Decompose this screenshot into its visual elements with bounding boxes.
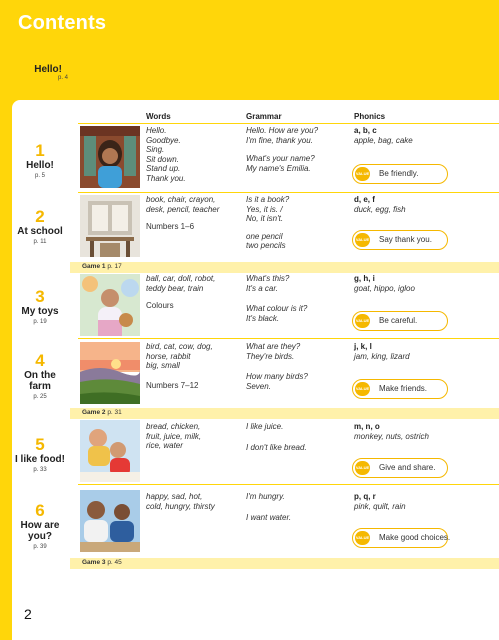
unit-5-words	[146, 422, 201, 451]
unit-page: p. 5	[34, 173, 45, 179]
header-grammar: Grammar	[246, 112, 282, 121]
word-item: rice, water	[146, 441, 183, 451]
intro-name: Hello!	[34, 64, 62, 75]
unit-name: farm	[29, 381, 51, 392]
unit-2-title[interactable]	[12, 208, 68, 245]
unit-6-phonics-letters: p, q, r	[354, 492, 376, 501]
unit-5-phonics-words: monkey, nuts, ostrich	[354, 432, 429, 441]
value-text: Give and share.	[379, 463, 436, 472]
grammar-item: I'm hungry.	[246, 492, 285, 501]
unit-4-value[interactable]	[352, 379, 448, 399]
unit-4-photo	[80, 342, 140, 404]
grammar-item: They're birds.	[246, 351, 295, 361]
unit-5-photo	[80, 420, 140, 482]
value-text: Say thank you.	[379, 235, 432, 244]
page-number: 2	[24, 606, 32, 622]
unit-5-value[interactable]	[352, 458, 448, 478]
value-badge: VALUE	[355, 531, 370, 545]
unit-1-phonics-words: apple, bag, cake	[354, 136, 413, 145]
game-band-2[interactable]	[70, 408, 499, 419]
unit-6-phonics-words: pink, quilt, rain	[354, 502, 406, 511]
grammar-item: Hello. How are you?	[246, 126, 319, 135]
unit-4-phonics-letters: j, k, l	[354, 342, 372, 351]
unit-4-words	[146, 342, 213, 390]
unit-3-words	[146, 274, 215, 311]
unit-6-photo	[80, 490, 140, 552]
header-words: Words	[146, 112, 171, 121]
word-item: Thank you.	[146, 173, 186, 183]
unit-2-grammar	[246, 195, 289, 251]
page-title: Contents	[18, 12, 107, 34]
grammar-item: I want water.	[246, 512, 292, 522]
unit-name: I like food!	[15, 454, 65, 465]
unit-2-value[interactable]	[352, 230, 448, 250]
unit-name: On the	[24, 370, 56, 381]
unit-6-title[interactable]	[12, 502, 68, 550]
unit-1-value[interactable]	[352, 164, 448, 184]
value-text: Be careful.	[379, 316, 418, 325]
unit-3-grammar	[246, 274, 307, 323]
unit-1-photo	[80, 126, 140, 188]
unit-name: Hello!	[26, 160, 54, 171]
game-page: p. 45	[107, 559, 122, 566]
grammar-item: two pencils	[246, 241, 286, 251]
value-text: Make good choices.	[379, 533, 451, 542]
unit-4-phonics-words: jam, king, lizard	[354, 352, 410, 361]
value-badge: VALUE	[355, 314, 370, 328]
word-item: desk, pencil, teacher	[146, 204, 220, 214]
unit-number: 2	[35, 207, 45, 226]
unit-6-words	[146, 492, 215, 511]
unit-6-grammar	[246, 492, 291, 522]
word-item: ball, car, doll, robot,	[146, 274, 216, 283]
word-item: Hello.	[146, 126, 167, 135]
unit-1-words	[146, 126, 186, 184]
unit-5-title[interactable]	[12, 436, 68, 473]
header-phonics: Phonics	[354, 112, 386, 121]
unit-3-value[interactable]	[352, 311, 448, 331]
game-band-1[interactable]	[70, 262, 499, 273]
unit-page: p. 25	[33, 394, 47, 400]
word-item: Sit down.	[146, 154, 179, 164]
word-item: Numbers 7–12	[146, 380, 199, 390]
unit-name: you?	[28, 531, 52, 542]
unit-number: 1	[35, 141, 45, 160]
word-item: cold, hungry, thirsty	[146, 501, 215, 511]
grammar-item: What colour is it?	[246, 304, 308, 314]
unit-page: p. 11	[33, 239, 47, 245]
word-item: horse, rabbit	[146, 351, 191, 361]
grammar-item: Yes, it is. /	[246, 204, 283, 214]
value-badge: VALUE	[355, 382, 370, 396]
game-label: Game 2	[82, 409, 106, 416]
row-divider	[78, 484, 499, 485]
word-item: Stand up.	[146, 164, 181, 174]
game-label: Game 1	[82, 263, 106, 270]
word-item: bird, cat, cow, dog,	[146, 342, 213, 351]
game-page: p. 31	[107, 409, 122, 416]
intro-unit[interactable]	[36, 64, 68, 81]
word-item: Colours	[146, 301, 174, 311]
grammar-item: How many birds?	[246, 372, 308, 382]
unit-3-phonics-words: goat, hippo, igloo	[354, 284, 415, 293]
row-divider	[78, 123, 499, 124]
unit-page: p. 33	[33, 467, 47, 473]
grammar-item: What are they?	[246, 342, 301, 351]
unit-3-phonics-letters: g, h, i	[354, 274, 375, 283]
unit-name: At school	[17, 226, 63, 237]
grammar-item: one pencil	[246, 231, 283, 241]
unit-page: p. 39	[33, 544, 47, 550]
unit-3-photo	[80, 274, 140, 336]
value-badge: VALUE	[355, 167, 370, 181]
unit-2-phonics-letters: d, e, f	[354, 195, 375, 204]
grammar-item: I don't like bread.	[246, 442, 307, 452]
word-item: teddy bear, train	[146, 283, 204, 293]
unit-5-grammar	[246, 422, 307, 452]
value-badge: VALUE	[355, 233, 370, 247]
unit-name: How are	[20, 520, 60, 531]
unit-name: My toys	[21, 306, 59, 317]
unit-number: 3	[35, 287, 45, 306]
grammar-item: Is it a book?	[246, 195, 290, 204]
word-item: Sing.	[146, 145, 165, 155]
word-item: book, chair, crayon,	[146, 195, 216, 204]
grammar-item: It's black.	[246, 313, 280, 323]
unit-number: 4	[35, 351, 45, 370]
unit-number: 6	[35, 501, 45, 520]
unit-1-phonics-letters: a, b, c	[354, 126, 377, 135]
row-divider	[78, 192, 499, 193]
grammar-item: No, it isn't.	[246, 214, 284, 224]
unit-4-grammar	[246, 342, 308, 391]
grammar-item: I'm fine, thank you.	[246, 135, 313, 145]
row-divider	[78, 338, 499, 339]
grammar-item: Seven.	[246, 381, 271, 391]
unit-page: p. 19	[33, 319, 47, 325]
grammar-item: I like juice.	[246, 422, 284, 431]
word-item: bread, chicken,	[146, 422, 201, 431]
grammar-item: It's a car.	[246, 283, 278, 293]
word-item: fruit, juice, milk,	[146, 431, 202, 441]
grammar-item: My name's Emilia.	[246, 163, 311, 173]
value-text: Make friends.	[379, 384, 428, 393]
unit-number: 5	[35, 435, 45, 454]
value-badge: VALUE	[355, 461, 370, 475]
unit-6-value[interactable]	[352, 528, 451, 548]
unit-2-words	[146, 195, 219, 232]
unit-2-photo	[80, 195, 140, 257]
word-item: Goodbye.	[146, 135, 181, 145]
grammar-item: What's your name?	[246, 154, 315, 164]
unit-1-grammar	[246, 126, 318, 173]
intro-page: p. 4	[57, 75, 68, 81]
grammar-item: What's this?	[246, 274, 290, 283]
game-label: Game 3	[82, 559, 106, 566]
unit-2-phonics-words: duck, egg, fish	[354, 205, 406, 214]
game-band-3[interactable]	[70, 558, 499, 569]
unit-5-phonics-letters: m, n, o	[354, 422, 380, 431]
unit-3-title[interactable]	[12, 288, 68, 325]
value-text: Be friendly.	[379, 169, 419, 178]
unit-4-title[interactable]	[12, 352, 68, 400]
word-item: Numbers 1–6	[146, 222, 195, 232]
word-item: happy, sad, hot,	[146, 492, 203, 501]
word-item: big, small	[146, 361, 180, 371]
game-page: p. 17	[107, 263, 122, 270]
unit-1-title[interactable]	[12, 142, 68, 179]
